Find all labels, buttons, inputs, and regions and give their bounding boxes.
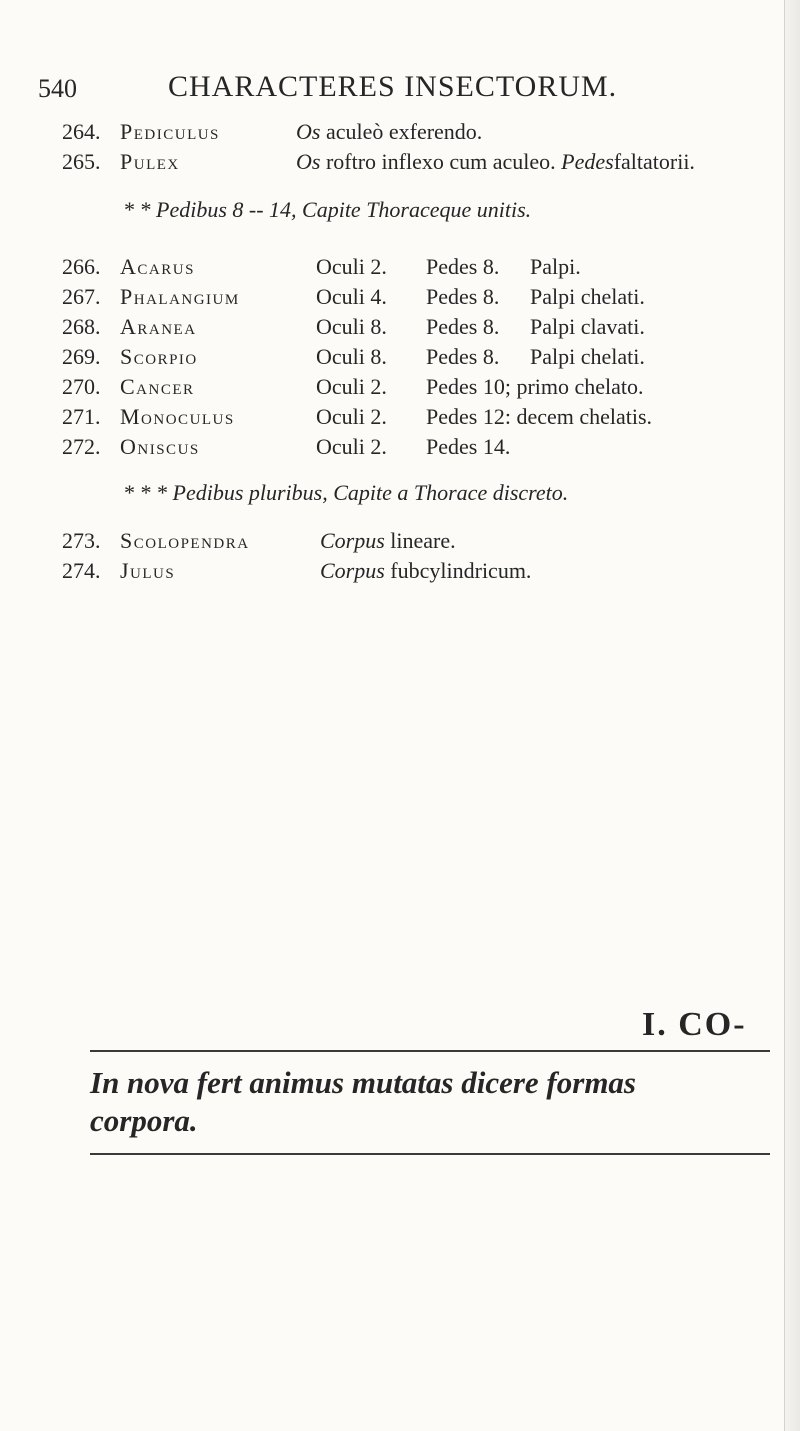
genus-name: Pulex	[120, 149, 180, 174]
motto-line-1: In nova fert animus mutatas dicere formas	[90, 1065, 636, 1100]
group-heading: * * * Pedibus pluribus, Capite a Thorace discreto.	[123, 480, 569, 505]
catchword: I. CO-	[642, 1006, 747, 1043]
motto-line-2: corpora.	[90, 1103, 198, 1138]
book-page: 540 CHARACTERES INSECTORUM. 264. Pediculus Os aculeò exferendo. 265. Pulex Os roftro inflexo cum aculeo. Pedesfaltatorii. * * Pedibus 8 -- 14, Capite Thoraceque unitis. 266. Acarus Oculi 2. Pedes 8. Palpi. 267. Phalangium Oculi 4. Pedes 8. Palpi chelati. 268. Aranea Oculi 8. Pedes 8. Palpi clavati. 269. Scorpio Oculi 8. Pedes 8. Palpi chelati. 270. Cancer Oculi 2. Pedes 10; primo chelato. 271. Monoculus Oculi 2. Pedes 12: decem chelatis. 272. Oniscus Oculi 2. Pedes 14. * * * Pedibus pluribus, Capite a Thorace discreto. 273. Scolopendra Corpus lineare. 274. Julus Corpus fubcylindricum. I. CO- In nova fert animus mutatas dicere formas corpora.	[0, 0, 800, 1431]
bottom-rule	[90, 1153, 770, 1155]
running-header	[0, 70, 784, 110]
genus-name: Pediculus	[120, 119, 220, 144]
group-heading: * * Pedibus 8 -- 14, Capite Thoraceque unitis.	[123, 197, 532, 222]
page-edge	[784, 0, 800, 1431]
top-rule	[90, 1050, 770, 1052]
page-number: 540	[38, 74, 77, 103]
page-title: CHARACTERES INSECTORUM.	[168, 70, 618, 103]
